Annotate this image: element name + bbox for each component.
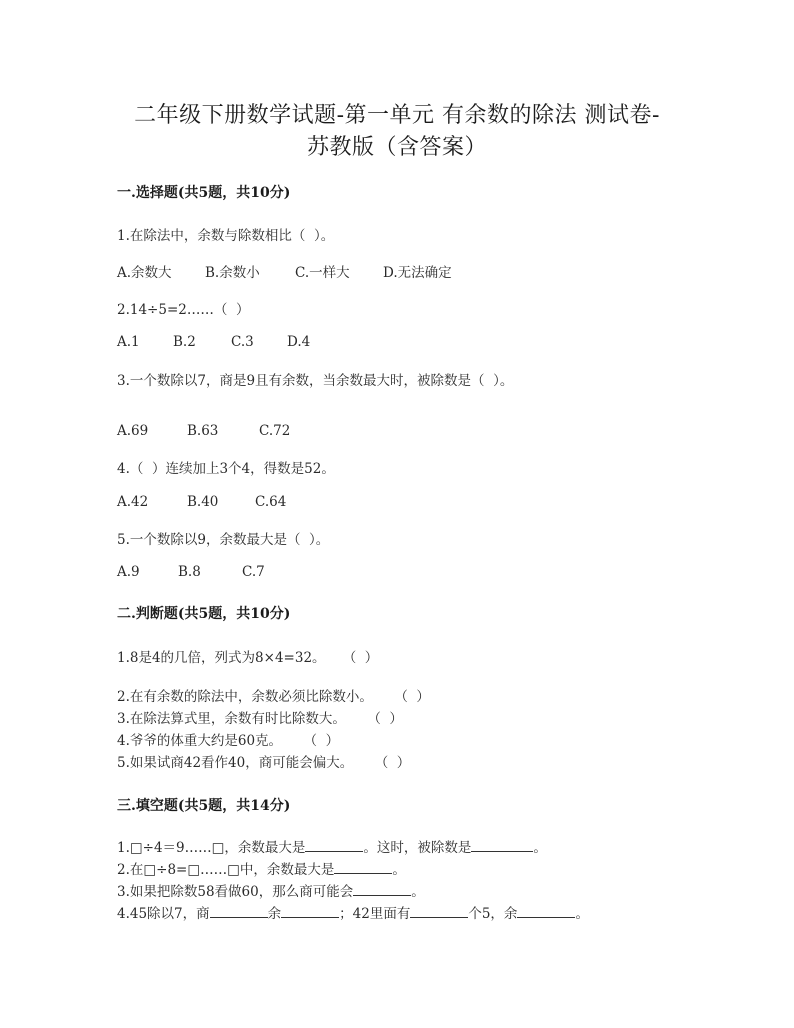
section3-heading: 三.填空题(共5题，共14分) (117, 798, 291, 814)
judgment-item-4: 4.爷爷的体重大约是60克。 （ ） (117, 733, 340, 749)
option-c: C.72 (259, 423, 291, 439)
answer-blank (210, 905, 268, 918)
question-4-text: 4.（ ）连续加上3个4，得数是52。 (117, 461, 335, 477)
question-3-options (117, 423, 290, 439)
judgment-item-5: 5.如果试商42看作40，商可能会偏大。 （ ） (117, 755, 411, 771)
answer-blank (517, 905, 575, 918)
option-a: A.42 (117, 494, 149, 510)
option-c: C.7 (242, 564, 265, 580)
judgment-item-2: 2.在有余数的除法中，余数必须比除数小。 （ ） (117, 689, 430, 705)
option-a: A.9 (117, 564, 140, 580)
question-1-text: 1.在除法中，余数与除数相比（ ）。 (117, 228, 335, 244)
answer-blank (305, 839, 363, 852)
fill-item-4: 4.45除以7，商 余 ；42里面有 个5，余 。 (117, 906, 589, 922)
answer-blank (471, 839, 533, 852)
judgment-item-1: 1.8是4的几倍，列式为8×4=32。 （ ） (117, 650, 379, 666)
option-b: B.40 (187, 494, 219, 510)
option-a: A.1 (117, 334, 140, 350)
fill-item-3: 3.如果把除数58看做60，那么商可能会 。 (117, 884, 425, 900)
question-1-options (117, 261, 452, 281)
answer-blank (334, 861, 392, 874)
option-b: B.63 (187, 423, 219, 439)
judgment-item-3: 3.在除法算式里，余数有时比除数大。 （ ） (117, 711, 403, 727)
option-b: B.2 (173, 334, 196, 350)
option-c: C.64 (255, 494, 287, 510)
question-5-options (117, 564, 265, 580)
question-5-text: 5.一个数除以9，余数最大是（ ）。 (117, 532, 330, 548)
option-d: D.无法确定 (383, 265, 452, 281)
option-c: C.一样大 (295, 265, 350, 281)
section2-heading: 二.判断题(共5题，共10分) (117, 606, 291, 622)
answer-blank (410, 905, 468, 918)
option-c: C.3 (231, 334, 254, 350)
question-4-options (117, 494, 286, 510)
section1-heading: 一.选择题(共5题，共10分) (117, 185, 291, 201)
answer-blank (353, 883, 411, 896)
question-3-text: 3.一个数除以7，商是9且有余数，当余数最大时，被除数是（ ）。 (117, 373, 514, 389)
option-b: B.8 (178, 564, 201, 580)
question-2-text: 2.14÷5=2……（ ） (117, 302, 250, 318)
option-a: A.69 (117, 423, 149, 439)
fill-item-2: 2.在□÷8=□……□中，余数最大是 。 (117, 862, 406, 878)
fill-item-1: 1.□÷4＝9……□，余数最大是 。这时，被除数是 。 (117, 840, 547, 856)
page-title-line2: 苏教版（含答案） (306, 135, 487, 160)
option-a: A.余数大 (117, 265, 172, 281)
option-b: B.余数小 (205, 265, 260, 281)
page-title-line1: 二年级下册数学试题-第一单元 有余数的除法 测试卷- (134, 103, 660, 128)
option-d: D.4 (287, 334, 311, 350)
answer-blank (281, 905, 339, 918)
question-2-options (117, 334, 310, 350)
